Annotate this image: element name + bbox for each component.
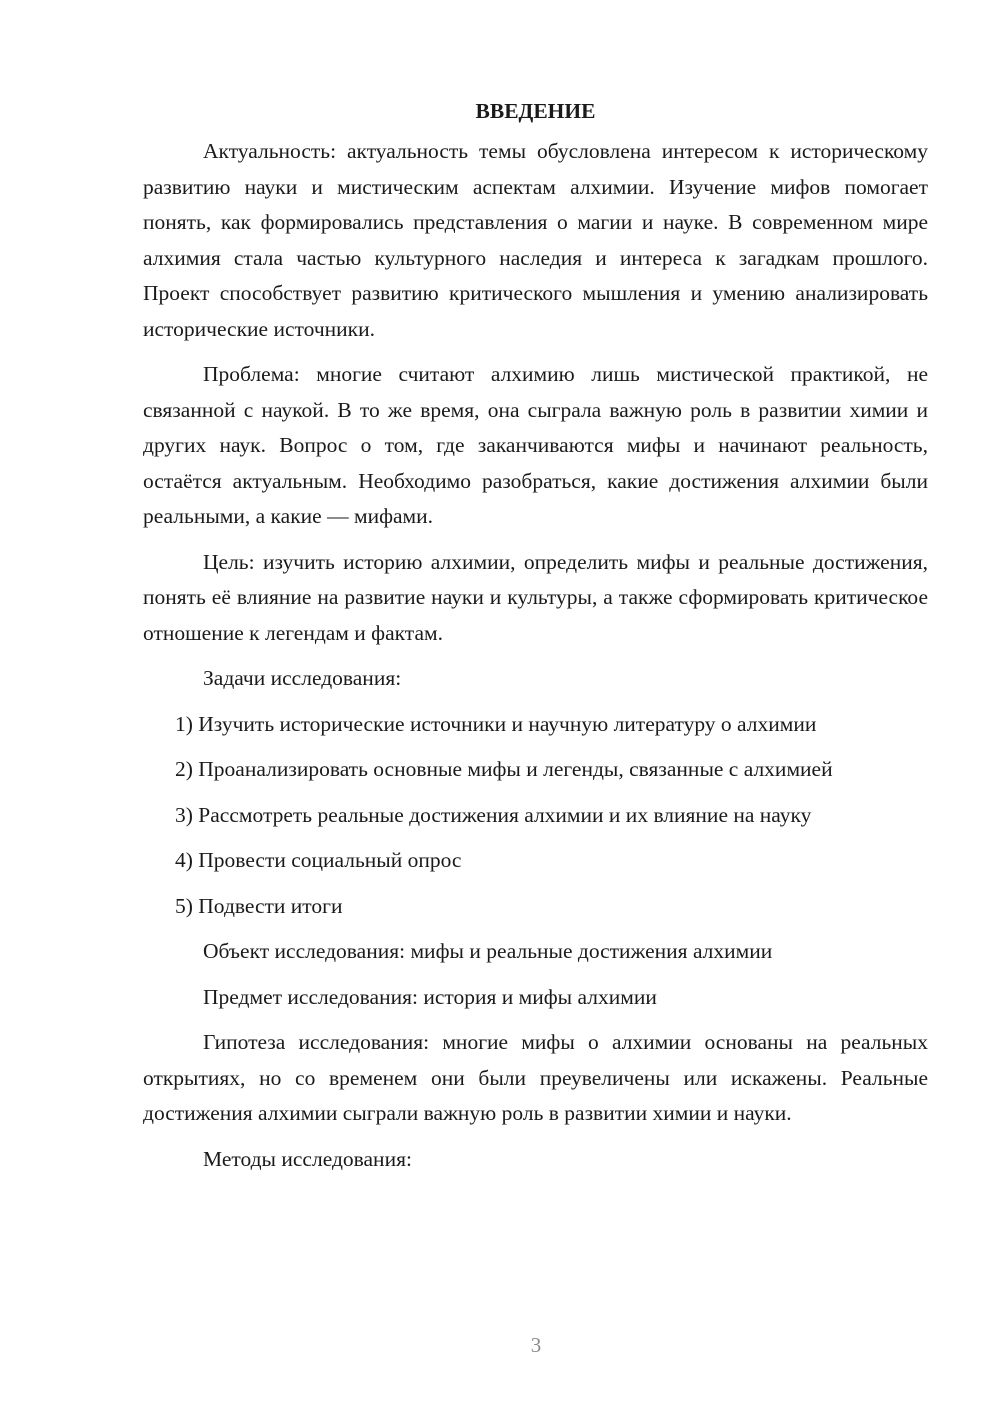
- task-item: 5) Подвести итоги: [175, 893, 343, 918]
- subject-paragraph: Предмет исследования: история и мифы алхимии: [203, 984, 657, 1009]
- task-item: 4) Провести социальный опрос: [175, 848, 462, 872]
- hypothesis-paragraph: Гипотеза исследования: многие мифы о алхимии основаны на реальных открытиях, но со временем они были преувеличены или искажены. Реальные достижения алхимии сыграли важную роль в развитии химии и науки.: [143, 1030, 928, 1125]
- object-paragraph: Объект исследования: мифы и реальные достижения алхимии: [203, 939, 773, 963]
- methods-heading: Методы исследования:: [203, 1146, 412, 1171]
- page-number: 3: [530, 1333, 542, 1357]
- task-item: 3) Рассмотреть реальные достижения алхимии и их влияние на науку: [175, 802, 812, 827]
- tasks-heading: Задачи исследования:: [203, 666, 402, 690]
- document-page: [143, 96, 928, 1187]
- task-item: 2) Проанализировать основные мифы и легенды, связанные с алхимией: [175, 757, 833, 781]
- problem-paragraph: Проблема: многие считают алхимию лишь мистической практикой, не связанной с наукой. В то же время, она сыграла важную роль в развитии химии и других наук. Вопрос о том, где заканчиваются мифы и начинают реальность, остаётся актуальным. Необходимо разобраться, какие достижения алхимии были реальными, а какие — мифами.: [143, 362, 928, 528]
- relevance-paragraph: Актуальность: актуальность темы обусловлена интересом к историческому развитию науки и мистическим аспектам алхимии. Изучение мифов помогает понять, как формировались представления о магии и науке. В современном мире алхимия стала частью культурного наследия и интереса к загадкам прошлого. Проект способствует развитию критического мышления и умению анализировать исторические источники.: [143, 139, 928, 341]
- goal-paragraph: Цель: изучить историю алхимии, определить мифы и реальные достижения, понять её влияние на развитие науки и культуры, а также сформировать критическое отношение к легендам и фактам.: [143, 549, 928, 645]
- page-title: ВВЕДЕНИЕ: [475, 99, 596, 123]
- task-item: 1) Изучить исторические источники и научную литературу о алхимии: [175, 711, 817, 736]
